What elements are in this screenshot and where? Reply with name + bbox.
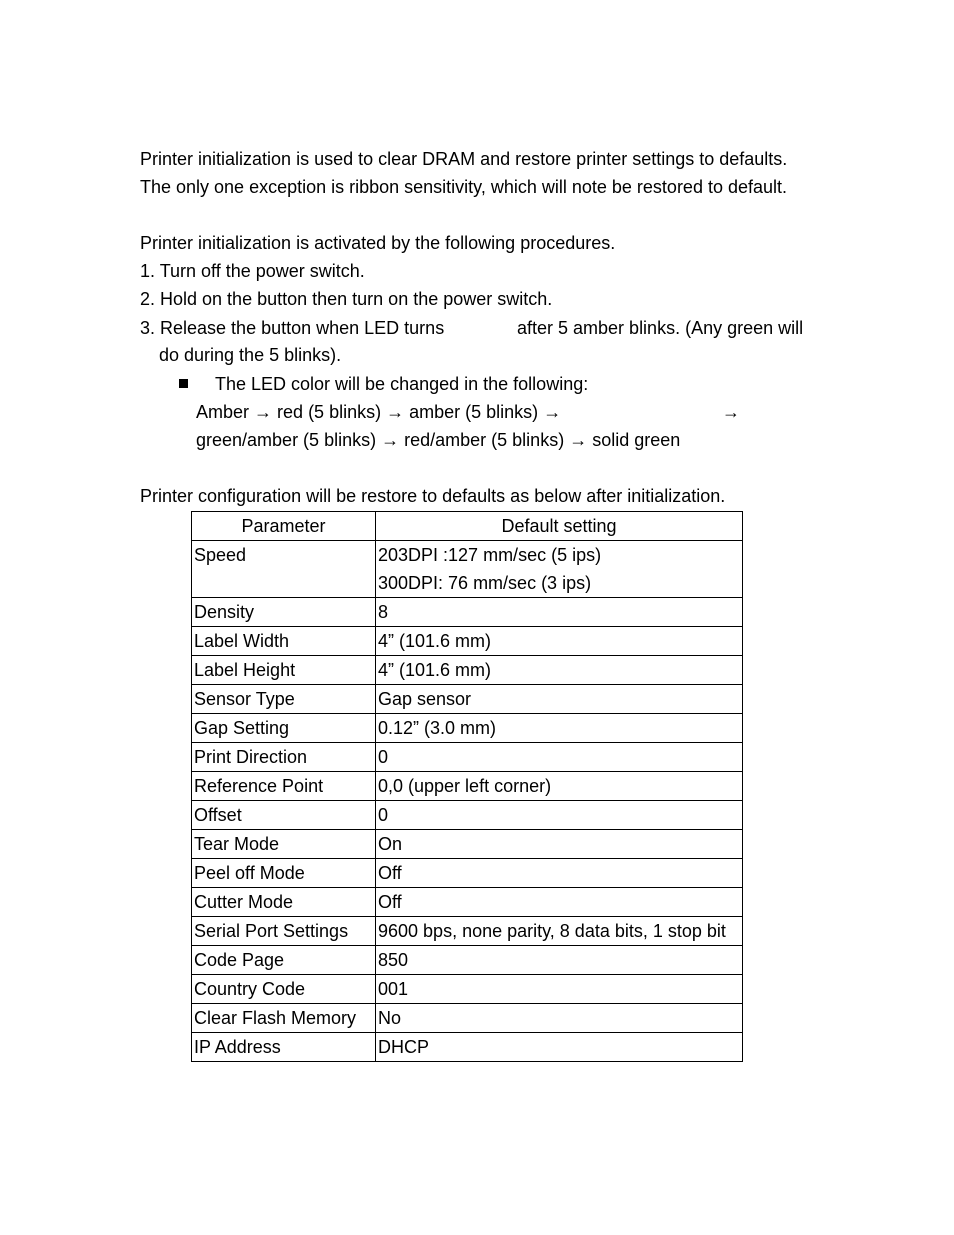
square-bullet-icon bbox=[179, 379, 188, 388]
param-cell: Speed bbox=[192, 541, 376, 598]
table-row bbox=[192, 830, 743, 859]
param-cell: Tear Mode bbox=[192, 830, 376, 859]
param-cell: Label Height bbox=[192, 656, 376, 685]
table-row bbox=[192, 888, 743, 917]
table-row bbox=[192, 1033, 743, 1062]
table-header-row bbox=[192, 512, 743, 541]
seq-red-amber: red/amber (5 blinks) bbox=[404, 430, 565, 450]
param-cell: Label Width bbox=[192, 627, 376, 656]
table-row bbox=[192, 656, 743, 685]
value-cell: Off bbox=[376, 888, 743, 917]
value-cell: 0 bbox=[376, 743, 743, 772]
seq-solid-green: solid green bbox=[592, 430, 681, 450]
arrow-right-icon: → bbox=[722, 402, 740, 422]
param-cell: Clear Flash Memory bbox=[192, 1004, 376, 1033]
header-parameter: Parameter bbox=[192, 512, 376, 541]
table-row bbox=[192, 627, 743, 656]
seq-red: red (5 blinks) bbox=[277, 402, 382, 422]
table-row bbox=[192, 859, 743, 888]
procedure-step-3-part-a: 3. Release the button when LED turns bbox=[140, 318, 445, 338]
param-cell: Peel off Mode bbox=[192, 859, 376, 888]
procedure-step-2: 2. Hold on the button then turn on the power switch. bbox=[140, 289, 553, 309]
seq-amber: Amber bbox=[196, 402, 250, 422]
header-default-setting: Default setting bbox=[376, 512, 743, 541]
value-cell: 9600 bps, none parity, 8 data bits, 1 stop bit bbox=[376, 917, 743, 946]
table-row bbox=[192, 598, 743, 627]
default-settings-table bbox=[191, 511, 743, 1062]
value-cell: Off bbox=[376, 859, 743, 888]
value-cell: DHCP bbox=[376, 1033, 743, 1062]
param-cell: Cutter Mode bbox=[192, 888, 376, 917]
param-cell: IP Address bbox=[192, 1033, 376, 1062]
value-cell: Gap sensor bbox=[376, 685, 743, 714]
procedure-step-3-part-c: do during the 5 blinks). bbox=[159, 345, 342, 365]
value-line: 300DPI: 76 mm/sec (3 ips) bbox=[378, 573, 592, 593]
table-row bbox=[192, 1004, 743, 1033]
table-row bbox=[192, 743, 743, 772]
value-cell: 0,0 (upper left corner) bbox=[376, 772, 743, 801]
arrow-right-icon: → bbox=[569, 430, 588, 450]
arrow-right-icon: → bbox=[381, 430, 400, 450]
param-cell: Serial Port Settings bbox=[192, 917, 376, 946]
seq-green-amber: green/amber (5 blinks) bbox=[196, 430, 377, 450]
value-cell bbox=[376, 541, 743, 598]
arrow-right-icon: → bbox=[386, 402, 405, 422]
param-cell: Print Direction bbox=[192, 743, 376, 772]
table-row bbox=[192, 946, 743, 975]
value-cell: 850 bbox=[376, 946, 743, 975]
value-cell: 8 bbox=[376, 598, 743, 627]
value-cell: 4” (101.6 mm) bbox=[376, 656, 743, 685]
bullet-text: The LED color will be changed in the following: bbox=[215, 374, 589, 394]
led-sequence-line-2 bbox=[196, 429, 680, 451]
value-cell: 0 bbox=[376, 801, 743, 830]
param-cell: Reference Point bbox=[192, 772, 376, 801]
arrow-right-icon: → bbox=[254, 402, 273, 422]
value-line: 203DPI :127 mm/sec (5 ips) bbox=[378, 545, 602, 565]
table-row bbox=[192, 975, 743, 1004]
intro-line-2: The only one exception is ribbon sensitivity, which will note be restored to default. bbox=[140, 177, 788, 197]
value-cell: 4” (101.6 mm) bbox=[376, 627, 743, 656]
table-row bbox=[192, 801, 743, 830]
procedure-intro: Printer initialization is activated by the following procedures. bbox=[140, 233, 616, 253]
value-cell: 0.12” (3.0 mm) bbox=[376, 714, 743, 743]
param-cell: Sensor Type bbox=[192, 685, 376, 714]
table-row bbox=[192, 917, 743, 946]
table-row bbox=[192, 714, 743, 743]
value-cell: 001 bbox=[376, 975, 743, 1004]
param-cell: Gap Setting bbox=[192, 714, 376, 743]
value-cell: On bbox=[376, 830, 743, 859]
intro-line-1: Printer initialization is used to clear DRAM and restore printer settings to defaults. bbox=[140, 149, 788, 169]
table-row bbox=[192, 685, 743, 714]
table-row bbox=[192, 772, 743, 801]
arrow-right-icon: → bbox=[543, 402, 562, 422]
param-cell: Offset bbox=[192, 801, 376, 830]
arrow-right-icon bbox=[722, 401, 740, 423]
seq-amber-blinks: amber (5 blinks) bbox=[409, 402, 539, 422]
param-cell: Country Code bbox=[192, 975, 376, 1004]
procedure-step-1: 1. Turn off the power switch. bbox=[140, 261, 365, 281]
procedure-step-3-part-b: after 5 amber blinks. (Any green will bbox=[517, 318, 804, 338]
param-cell: Density bbox=[192, 598, 376, 627]
param-cell: Code Page bbox=[192, 946, 376, 975]
led-sequence-line-1 bbox=[196, 401, 561, 423]
config-intro: Printer configuration will be restore to defaults as below after initialization. bbox=[140, 486, 726, 506]
table-row bbox=[192, 541, 743, 598]
value-cell: No bbox=[376, 1004, 743, 1033]
